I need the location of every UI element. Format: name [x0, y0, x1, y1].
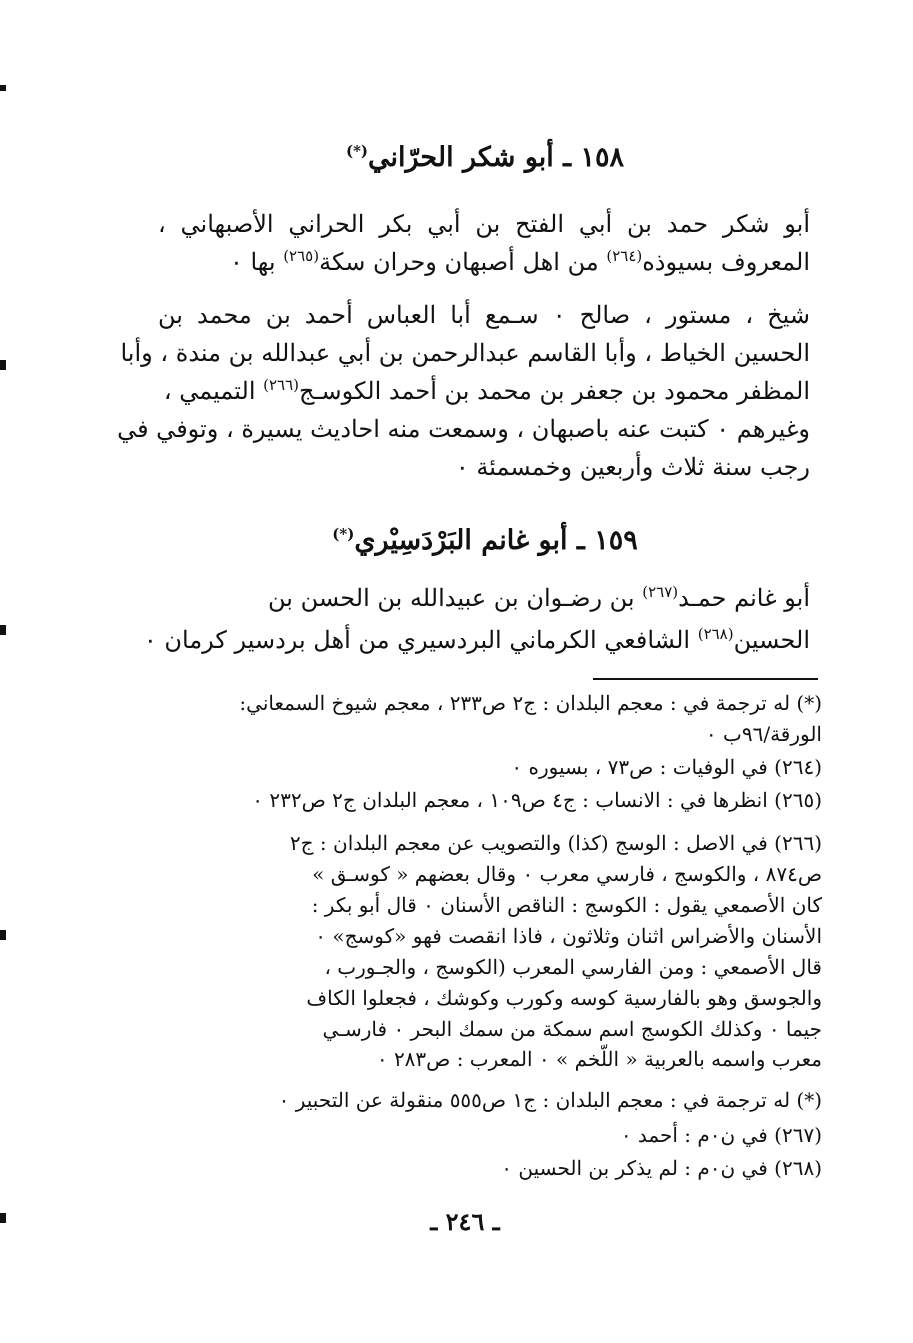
- text-span: الحسين: [733, 626, 810, 654]
- text-span: الشافعي الكرماني البردسيري من أهل بردسير كرمان ٠: [143, 626, 691, 654]
- footnote-line: (*) له ترجمة في : معجم البلدان : ج٢ ص٢٣٣ ، معجم شيوخ السمعاني:: [239, 691, 822, 715]
- footnote-star-158: [158, 688, 822, 750]
- text-line: أبو شكر حمد بن أبي الفتح بن أبي بكر الحراني الأصبهاني ،: [158, 210, 810, 238]
- footnote-line: (*) له ترجمة في : معجم البلدان : ج١ ص٥٥٥ منقولة عن التحبير ٠: [278, 1088, 822, 1112]
- footnote-264: [158, 752, 822, 783]
- text-span: بها ٠: [229, 248, 276, 276]
- text-span: المظفر محمود بن جعفر بن محمد بن أحمد الكوسـج: [299, 377, 810, 405]
- footnote-line: الأسنان والأضراس اثنان وثلاثون ، فاذا انقصت فهو «كوسج» ٠: [315, 924, 822, 948]
- scan-edge-mark: [0, 625, 6, 635]
- entry-heading-158: [160, 140, 810, 176]
- footnote-star-159: [158, 1085, 822, 1116]
- scan-edge-mark: [0, 85, 6, 91]
- scan-edge-mark: [0, 1213, 6, 1223]
- text-span: بن رضـوان بن عبيدالله بن الحسن بن: [268, 584, 635, 612]
- text-span: أبو غانم حمـد: [678, 584, 810, 612]
- text-span: من اهل أصبهان وحران سكة: [319, 248, 599, 276]
- footnote-268: [158, 1153, 822, 1184]
- footnote-ref: (٢٦٥): [283, 247, 320, 265]
- footnote-line: الورقة/٩٦ب ٠: [705, 722, 822, 746]
- footnote-line: معرب واسمه بالعربية « اللّخم » ٠ المعرب : ص٢٨٣ ٠: [376, 1047, 822, 1071]
- heading-text: ١٥٩ ـ أبو غانم البَرْدَسِيْري: [354, 525, 638, 556]
- text-line: رجب سنة ثلاث وأربعين وخمسمئة ٠: [455, 453, 810, 481]
- entry-body-159: [143, 577, 810, 661]
- scan-edge-mark: [0, 360, 6, 370]
- scan-edge-mark: [0, 930, 6, 940]
- entry-heading-159: [160, 523, 810, 559]
- entry-body-158: [117, 296, 810, 486]
- footnote-line: (٢٦٧) في ن٠م : أحمد ٠: [620, 1123, 822, 1147]
- footnote-line: (٢٦٥) انظرها في : الانساب : ج٤ ص١٠٩ ، معجم البلدان ج٢ ص٢٣٢ ٠: [252, 788, 822, 812]
- heading-text: ١٥٨ ـ أبو شكر الحرّاني: [368, 142, 625, 173]
- footnote-ref: (٢٦٦): [263, 376, 300, 394]
- text-span: التميمي ،: [163, 377, 256, 405]
- heading-note-mark: (*): [345, 142, 369, 160]
- footnote-line: والجوسق وهو بالفارسية كوسه وكورب وكوشك ، فجعلوا الكاف: [306, 986, 822, 1010]
- footnote-ref: (٢٦٨): [697, 625, 734, 643]
- footnote-separator: [593, 678, 818, 680]
- footnote-ref: (٢٦٧): [642, 583, 679, 601]
- footnote-line: (٢٦٨) في ن٠م : لم يذكر بن الحسين ٠: [501, 1156, 822, 1180]
- footnote-line: كان الأصمعي يقول : الكوسج : الناقص الأسنان ٠ قال أبو بكر :: [311, 893, 822, 917]
- text-span: المعروف بسيوذه: [642, 248, 810, 276]
- footnote-265: [158, 785, 822, 816]
- text-line: [158, 243, 810, 281]
- text-line: الحسين الخياط ، وأبا القاسم عبدالرحمن بن أبي عبدالله بن مندة ، وأبا: [120, 339, 810, 367]
- footnote-line: جيما ٠ وكذلك الكوسج اسم سمكة من سمك البحر ٠ فارسـي: [322, 1017, 822, 1041]
- text-line: وغيرهم ٠ كتبت عنه باصبهان ، وسمعت منه احاديث يسيرة ، وتوفي في: [117, 415, 810, 443]
- page-number: ـ ٢٤٦ ـ: [430, 1207, 500, 1236]
- footnote-line: قال الأصمعي : ومن الفارسي المعرب (الكوسج ، والجـورب ،: [324, 955, 822, 979]
- footnote-line: (٢٦٦) في الاصل : الوسج (كذا) والتصويب عن معجم البلدان : ج٢: [289, 831, 822, 855]
- footnote-ref: (٢٦٤): [606, 247, 643, 265]
- footnote-266: [158, 828, 822, 1073]
- footnote-line: (٢٦٤) في الوفيات : ص٧٣ ، بسيوره ٠: [511, 755, 822, 779]
- entry-intro-158: [158, 205, 810, 281]
- text-line: شيخ ، مستور ، صالح ٠ سـمع أبا العباس أحمد بن محمد بن: [158, 301, 810, 329]
- heading-note-mark: (*): [332, 525, 355, 543]
- text-line: [158, 372, 810, 410]
- text-line: [158, 577, 810, 619]
- footnote-line: ص٨٧٤ ، والكوسج ، فارسي معرب ٠ وقال بعضهم « كوسـق »: [312, 862, 822, 886]
- text-line: [143, 619, 810, 661]
- footnote-267: [158, 1120, 822, 1151]
